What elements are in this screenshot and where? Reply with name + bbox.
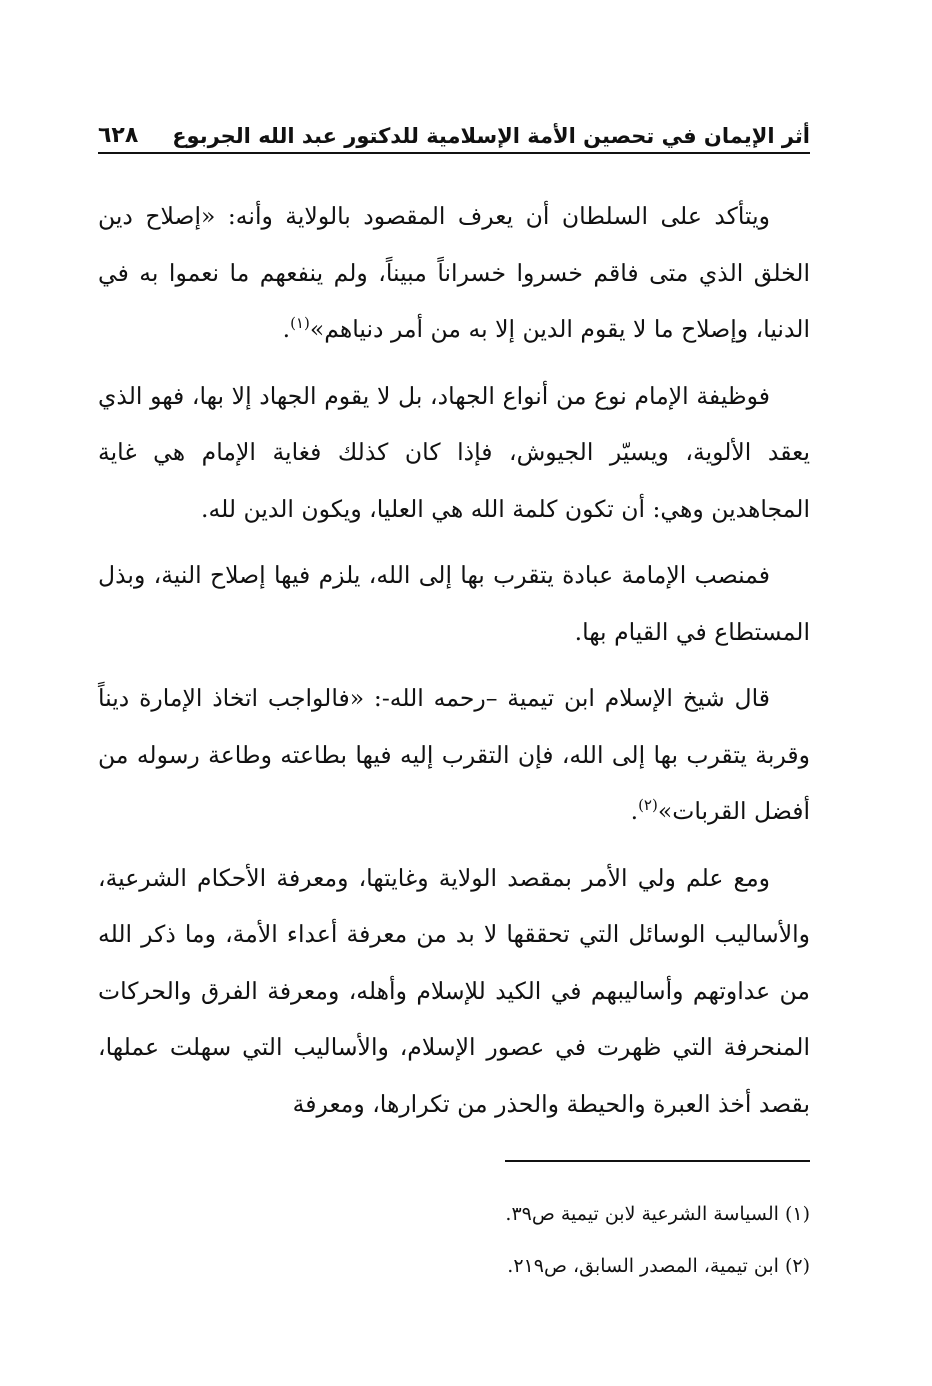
paragraph <box>98 188 810 358</box>
footnote-ref: (٢) <box>638 796 658 815</box>
paragraph-text: ومع علم ولي الأمر بمقصد الولاية وغايتها، ومعرفة الأحكام الشرعية، والأساليب الوسائل التي تحققها لا بد من معرفة أعداء الأمة، وما ذكر الله من عداوتهم وأساليبهم في الكيد للإسلام وأهله، ومعرفة الفرق والحركات المنحرفة التي ظهرت في عصور الإسلام، والأساليب التي سهلت عملها، بقصد أخذ العبرة والحيطة والحذر من تكرارها، ومعرفة <box>98 863 810 1118</box>
paragraph <box>98 547 810 660</box>
page-number: ٦٢٨ <box>98 123 139 148</box>
paragraph-text: فمنصب الإمامة عبادة يتقرب بها إلى الله، يلزم فيها إصلاح النية، وبذل المستطاع في القيام بها. <box>98 561 810 646</box>
body-text <box>98 188 810 1142</box>
paragraph <box>98 670 810 840</box>
footnote: (٢) ابن تيمية، المصدر السابق، ص٢١٩. <box>507 1255 810 1277</box>
footnote-ref: (١) <box>290 314 310 333</box>
header-title: أثر الإيمان في تحصين الأمة الإسلامية للدكتور عبد الله الجربوع <box>172 124 810 148</box>
footnote: (١) السياسة الشرعية لابن تيمية ص٣٩. <box>505 1203 810 1225</box>
footnotes <box>98 1188 810 1292</box>
paragraph-text: فوظيفة الإمام نوع من أنواع الجهاد، بل لا يقوم الجهاد إلا بها، فهو الذي يعقد الألوية، ويسيّر الجيوش، فإذا كان كذلك فغاية الإمام هي غاية المجاهدين وهي: أن تكون كلمة الله هي العليا، ويكون الدين لله. <box>98 381 810 523</box>
running-header <box>98 108 810 154</box>
paragraph-tail: . <box>630 797 639 825</box>
paragraph-tail: . <box>282 315 291 343</box>
paragraph-text: ويتأكد على السلطان أن يعرف المقصود بالولاية وأنه: «إصلاح دين الخلق الذي متى فاقم خسروا خسراناً مبيناً، ولم ينفعهم ما نعموا به في الدنيا، وإصلاح ما لا يقوم الدين إلا به من أمر دنياهم» <box>98 202 810 343</box>
paragraph <box>98 368 810 538</box>
paragraph <box>98 850 810 1133</box>
paragraph-text: قال شيخ الإسلام ابن تيمية –رحمه الله-: «فالواجب اتخاذ الإمارة ديناً وقربة يتقرب بها إلى الله، فإن التقرب إليه فيها بطاعته وطاعة رسوله من أفضل القربات» <box>98 684 810 825</box>
footnote-separator <box>505 1160 810 1162</box>
